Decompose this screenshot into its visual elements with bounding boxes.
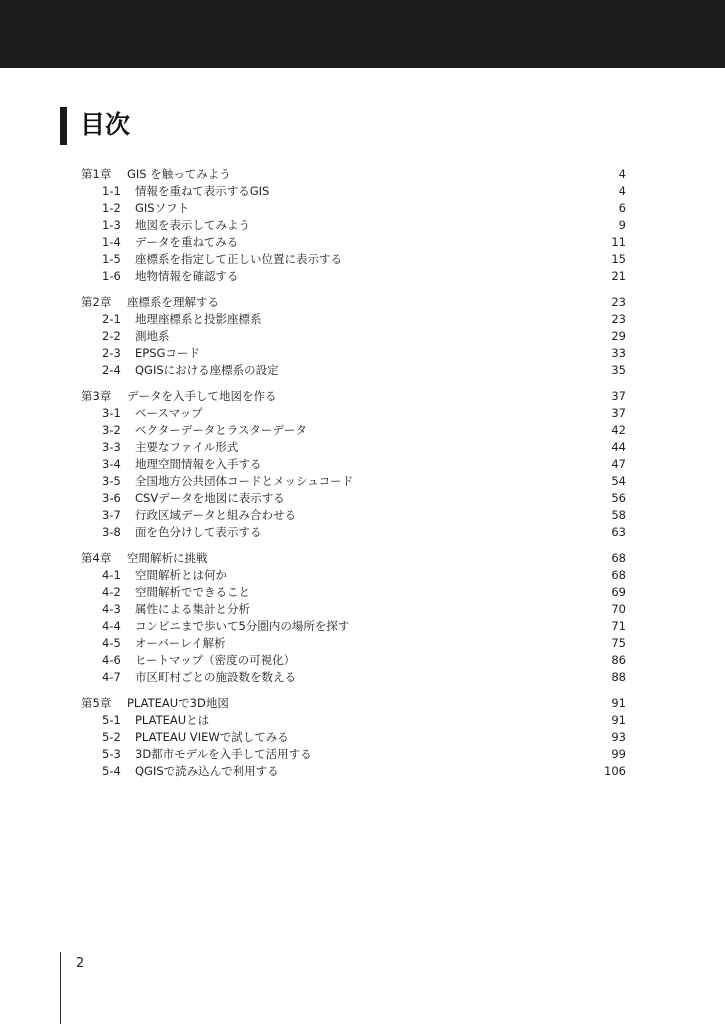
section-title: 情報を重ねて表示するGIS <box>135 184 270 198</box>
section-page: 88 <box>611 670 626 684</box>
section-page: 71 <box>611 619 626 633</box>
toc-section-entry[interactable] <box>81 712 626 729</box>
section-number: 1-4 <box>102 235 121 249</box>
toc-section-entry[interactable] <box>81 652 626 669</box>
section-title: 地理空間情報を入手する <box>135 457 262 471</box>
footer-rule <box>60 952 61 1024</box>
section-number: 4-1 <box>102 568 121 582</box>
toc-section-entry[interactable] <box>81 345 626 362</box>
section-page: 15 <box>611 252 626 266</box>
section-number: 2-1 <box>102 312 121 326</box>
section-page: 4 <box>618 184 626 198</box>
section-page: 58 <box>611 508 626 522</box>
section-title: PLATEAUとは <box>135 713 210 727</box>
chapter-page: 68 <box>611 551 626 565</box>
section-title: QGISで読み込んで利用する <box>135 764 279 778</box>
section-page: 54 <box>611 474 626 488</box>
page-title: 目次 <box>80 110 131 139</box>
section-title: 3D都市モデルを入手して活用する <box>135 747 312 761</box>
section-number: 3-3 <box>102 440 121 454</box>
section-page: 37 <box>611 406 626 420</box>
chapter-page: 4 <box>618 167 626 181</box>
section-number: 4-2 <box>102 585 121 599</box>
section-number: 4-4 <box>102 619 121 633</box>
section-title: 面を色分けして表示する <box>135 525 262 539</box>
section-page: 70 <box>611 602 626 616</box>
section-page: 29 <box>611 329 626 343</box>
section-page: 99 <box>611 747 626 761</box>
toc-chapter-entry[interactable] <box>81 166 626 183</box>
section-number: 1-6 <box>102 269 121 283</box>
toc-chapter-entry[interactable] <box>81 388 626 405</box>
toc-section-entry[interactable] <box>81 729 626 746</box>
chapter-title: 座標系を理解する <box>127 295 219 309</box>
section-number: 2-2 <box>102 329 121 343</box>
toc-chapter-group <box>81 550 626 686</box>
toc-chapter-entry[interactable] <box>81 695 626 712</box>
toc-section-entry[interactable] <box>81 746 626 763</box>
section-title: GISソフト <box>135 201 190 215</box>
section-page: 86 <box>611 653 626 667</box>
toc-section-entry[interactable] <box>81 405 626 422</box>
section-number: 2-4 <box>102 363 121 377</box>
toc-section-entry[interactable] <box>81 473 626 490</box>
chapter-page: 91 <box>611 696 626 710</box>
toc-section-entry[interactable] <box>81 567 626 584</box>
section-number: 3-4 <box>102 457 121 471</box>
section-number: 3-7 <box>102 508 121 522</box>
toc-section-entry[interactable] <box>81 490 626 507</box>
toc-section-entry[interactable] <box>81 362 626 379</box>
section-number: 5-2 <box>102 730 121 744</box>
section-page: 42 <box>611 423 626 437</box>
section-page: 63 <box>611 525 626 539</box>
section-title: 地図を表示してみよう <box>135 218 250 232</box>
section-number: 4-3 <box>102 602 121 616</box>
table-of-contents <box>81 166 626 789</box>
section-title: 行政区域データと組み合わせる <box>135 508 296 522</box>
section-title: 地物情報を確認する <box>135 269 239 283</box>
section-title: コンビニまで歩いて5分圏内の場所を探す <box>135 619 350 633</box>
section-page: 9 <box>618 218 626 232</box>
section-page: 69 <box>611 585 626 599</box>
toc-section-entry[interactable] <box>81 422 626 439</box>
toc-section-entry[interactable] <box>81 251 626 268</box>
section-page: 75 <box>611 636 626 650</box>
section-title: CSVデータを地図に表示する <box>135 491 285 505</box>
section-title: QGISにおける座標系の設定 <box>135 363 279 377</box>
toc-section-entry[interactable] <box>81 234 626 251</box>
section-page: 23 <box>611 312 626 326</box>
section-page: 33 <box>611 346 626 360</box>
chapter-title: GIS を触ってみよう <box>127 167 231 181</box>
header-bar <box>0 0 725 68</box>
toc-section-entry[interactable] <box>81 507 626 524</box>
section-number: 2-3 <box>102 346 121 360</box>
section-title: 空間解析とは何か <box>135 568 227 582</box>
chapter-page: 23 <box>611 295 626 309</box>
section-title: 空間解析でできること <box>135 585 250 599</box>
section-title: 地理座標系と投影座標系 <box>135 312 262 326</box>
section-title: ヒートマップ（密度の可視化） <box>135 653 296 667</box>
section-title: 主要なファイル形式 <box>135 440 239 454</box>
section-page: 11 <box>611 235 626 249</box>
chapter-number: 第1章 <box>81 167 112 181</box>
toc-section-entry[interactable] <box>81 635 626 652</box>
toc-chapter-entry[interactable] <box>81 294 626 311</box>
section-number: 1-1 <box>102 184 121 198</box>
chapter-page: 37 <box>611 389 626 403</box>
page-number: 2 <box>76 956 85 971</box>
section-number: 5-1 <box>102 713 121 727</box>
section-page: 56 <box>611 491 626 505</box>
toc-section-entry[interactable] <box>81 311 626 328</box>
section-title: 全国地方公共団体コードとメッシュコード <box>135 474 354 488</box>
toc-section-entry[interactable] <box>81 200 626 217</box>
toc-section-entry[interactable] <box>81 439 626 456</box>
section-number: 5-3 <box>102 747 121 761</box>
section-page: 6 <box>618 201 626 215</box>
chapter-title: データを入手して地図を作る <box>127 389 277 403</box>
section-page: 44 <box>611 440 626 454</box>
section-page: 21 <box>611 269 626 283</box>
section-number: 3-8 <box>102 525 121 539</box>
section-title: データを重ねてみる <box>135 235 239 249</box>
section-page: 35 <box>611 363 626 377</box>
toc-section-entry[interactable] <box>81 217 626 234</box>
section-number: 3-5 <box>102 474 121 488</box>
section-number: 4-7 <box>102 670 121 684</box>
chapter-number: 第3章 <box>81 389 112 403</box>
section-page: 47 <box>611 457 626 471</box>
chapter-title: PLATEAUで3D地図 <box>127 696 229 710</box>
toc-section-entry[interactable] <box>81 584 626 601</box>
section-title: オーバーレイ解析 <box>135 636 226 650</box>
section-title: 属性による集計と分析 <box>135 602 250 616</box>
section-page: 68 <box>611 568 626 582</box>
section-title: PLATEAU VIEWで試してみる <box>135 730 289 744</box>
section-number: 3-6 <box>102 491 121 505</box>
section-title: 座標系を指定して正しい位置に表示する <box>135 252 342 266</box>
toc-chapter-entry[interactable] <box>81 550 626 567</box>
chapter-number: 第4章 <box>81 551 112 565</box>
section-number: 4-6 <box>102 653 121 667</box>
chapter-number: 第5章 <box>81 696 112 710</box>
toc-section-entry[interactable] <box>81 328 626 345</box>
chapter-title: 空間解析に挑戦 <box>127 551 208 565</box>
toc-section-entry[interactable] <box>81 268 626 285</box>
toc-chapter-group <box>81 166 626 285</box>
section-number: 1-2 <box>102 201 121 215</box>
section-page: 91 <box>611 713 626 727</box>
section-page: 106 <box>604 764 626 778</box>
section-number: 1-3 <box>102 218 121 232</box>
toc-chapter-group <box>81 294 626 379</box>
section-number: 1-5 <box>102 252 121 266</box>
toc-section-entry[interactable] <box>81 183 626 200</box>
toc-chapter-group <box>81 388 626 541</box>
toc-section-entry[interactable] <box>81 669 626 686</box>
section-title: ベクターデータとラスターデータ <box>135 423 307 437</box>
toc-section-entry[interactable] <box>81 601 626 618</box>
section-number: 5-4 <box>102 764 121 778</box>
section-title: EPSGコード <box>135 346 200 360</box>
toc-section-entry[interactable] <box>81 456 626 473</box>
section-title: 測地系 <box>135 329 170 343</box>
section-number: 3-1 <box>102 406 121 420</box>
section-title: 市区町村ごとの施設数を数える <box>135 670 296 684</box>
section-title: ベースマップ <box>135 406 203 420</box>
section-number: 4-5 <box>102 636 121 650</box>
section-page: 93 <box>611 730 626 744</box>
toc-chapter-group <box>81 695 626 780</box>
chapter-number: 第2章 <box>81 295 112 309</box>
toc-section-entry[interactable] <box>81 618 626 635</box>
toc-section-entry[interactable] <box>81 524 626 541</box>
section-number: 3-2 <box>102 423 121 437</box>
title-marker <box>60 107 67 145</box>
toc-section-entry[interactable] <box>81 763 626 780</box>
